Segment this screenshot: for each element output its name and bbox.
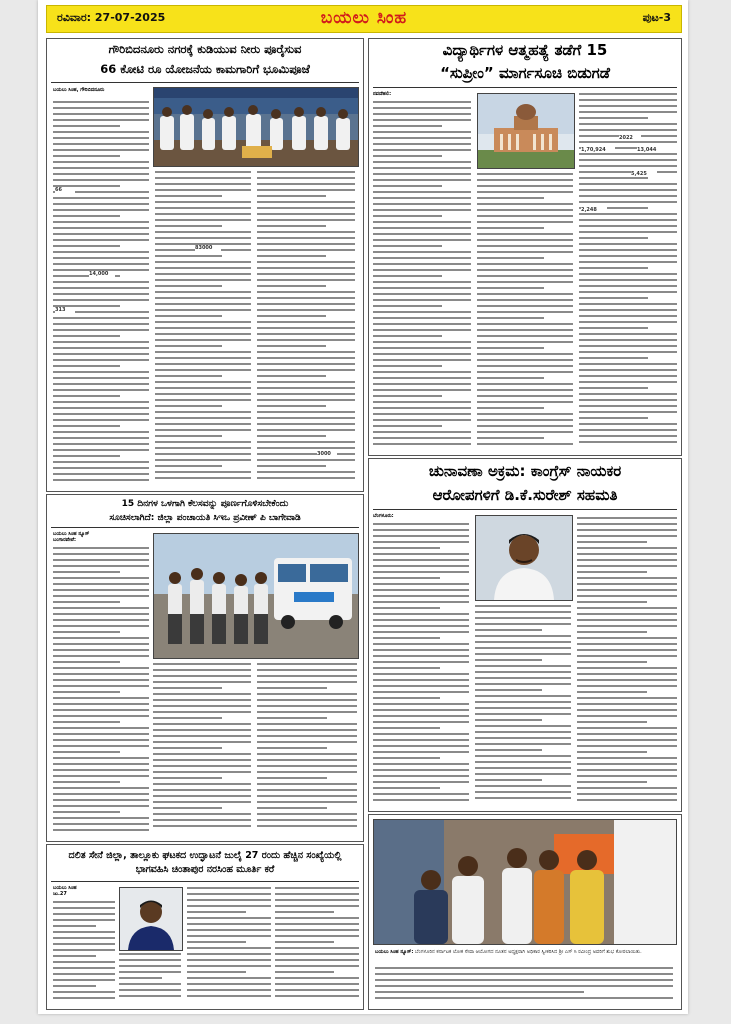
byline-supreme: ನವದೆಹಲಿ:: [373, 91, 392, 97]
byline-congress: ಬೆಂಗಳೂರು:: [373, 513, 394, 519]
masthead-title: ಬಯಲು ಸಿಂಹ: [320, 8, 408, 28]
article-body-column: [153, 663, 251, 835]
headline-supreme-2: “ಸುಪ್ರೀಂ” ಮಾರ್ಗಸೂಚಿ ಬಿಡುಗಡೆ: [440, 64, 610, 82]
narasimha-murthy-photo: [119, 887, 183, 951]
body-amount: 3000: [317, 451, 337, 457]
headline-panchayat-1: 15 ದಿನಗಳ ಒಳಗಾಗಿ ಕೆಲಸವನ್ನು ಪೂರ್ಣಗೊಳಿಸಬೇಕೆಂದು: [121, 499, 289, 509]
body-amount: 313: [55, 307, 75, 313]
article-body-column: [373, 101, 471, 449]
headline-gauribidanur-2: 66 ಕೋಟಿ ರೂ ಯೋಜನೆಯ ಕಾಮಗಾರಿಗೆ ಭೂಮಿಪೂಜೆ: [100, 62, 310, 76]
dk-suresh-photo: [475, 515, 573, 601]
article-supreme-court: [368, 38, 682, 456]
body-stat: 13,044: [637, 147, 665, 153]
masthead: [46, 5, 682, 33]
article-body-column: [155, 171, 251, 485]
dateline-panchayat: ಬಂಗಾರಪೇಟೆ:: [53, 537, 77, 543]
byline-gauribidanur: ಬಯಲು ಸಿಂಹ, ಗೌರಿಬಿದನೂರು: [53, 87, 105, 93]
article-panchayat: [46, 494, 364, 842]
headline-supreme-1: ವಿದ್ಯಾರ್ಥಿಗಳ ಆತ್ಮಹತ್ಯೆ ತಡೆಗೆ 15: [442, 41, 608, 59]
photo-story-kpsc: [368, 814, 682, 1010]
article-body-column: [577, 517, 677, 805]
article-gauribidanur: [46, 38, 364, 492]
newspaper-page: [38, 0, 688, 1014]
body-stat: 2022: [619, 135, 641, 141]
supreme-court-photo: [477, 93, 575, 169]
article-body-column: [53, 101, 149, 485]
article-congress: [368, 458, 682, 812]
body-stat: 2,248: [581, 207, 607, 213]
body-stat: 1,70,924: [581, 147, 615, 153]
kpsc-ceremony-photo: [373, 819, 677, 945]
panchayat-inspection-photo: [153, 533, 359, 659]
article-body-column: [257, 171, 355, 485]
body-amount: 14,000: [89, 271, 115, 277]
article-body-column: [477, 173, 573, 449]
photo-caption-text: ಬೆಂಗಳೂರಿನ ಕರ್ನಾಟಕ ಲೋಕ ಸೇವಾ ಆಯೋಗದ ನೂತನ ಅಧ್ಯಕ್ಷರಾಗಿ ಅಧಿಕಾರ ಸ್ವೀಕರಿಸಿದ ಶ್ರೀ ಎಸ್ ಸಿ ರವೀಂದ್ರ ಅವರಿಗೆ ಶುಭ ಕೋರಲಾಯಿತು.: [414, 949, 642, 955]
byline-panchayat: ಬಯಲು ಸಿಂಹ ನ್ಯೂಸ್: [53, 531, 90, 537]
headline-panchayat-2: ಸೂಚಿಸಲಾಗಿದೆ: ಜಿಲ್ಲಾ ಪಂಚಾಯತಿ ಸಿಇಒ ಪ್ರವೀಣ್ ಪಿ ಬಾಗೇವಾಡಿ: [109, 513, 301, 523]
headline-gauribidanur-1: ಗೌರಿಬಿದನೂರು ನಗರಕ್ಕೆ ಕುಡಿಯುವ ನೀರು ಪೂರೈಸುವ: [108, 42, 302, 56]
divider: [51, 881, 359, 882]
article-body-column: [257, 663, 357, 835]
body-stat: 5,425: [631, 171, 657, 177]
dateline-dalit: ಜು.27: [53, 891, 67, 897]
divider: [373, 87, 677, 88]
article-body-column: [53, 901, 115, 1005]
article-body-column: [119, 953, 181, 1005]
headline-congress-2: ಆರೋಪಗಳಿಗೆ ಡಿ.ಕೆ.ಸುರೇಶ್ ಸಹಮತಿ: [432, 486, 618, 504]
caption-body-lines: [375, 967, 673, 1005]
divider: [51, 82, 359, 83]
body-amount: 66: [55, 187, 75, 193]
article-body-column: [475, 605, 571, 805]
article-body-column: [373, 523, 469, 805]
headline-dalit: ದಲಿತ ಸೇನೆ ಜಿಲ್ಲಾ, ತಾಲ್ಲೂಕು ಘಟಕದ ಉದ್ಘಾಟನೆ ಜುಲೈ 27 ರಂದು ಹೆಚ್ಚಿನ ಸಂಖ್ಯೆಯಲ್ಲಿ ಭಾಗವಹಿಸಿ ಚಿಂತಾಪುರ ನರಸಿಂಹ ಮೂರ್ತಿ ಕರೆ: [68, 850, 342, 875]
byline-dalit: ಬಯಲು ಸಿಂಹ: [53, 885, 77, 891]
masthead-page-number: ಪುಟ-3: [642, 11, 671, 24]
divider: [51, 527, 359, 528]
article-body-column: [187, 887, 271, 1005]
byline-photo-story: ಬಯಲು ಸಿಂಹ ನ್ಯೂಸ್:: [375, 949, 414, 955]
article-photo-bhoomipooja: [153, 87, 359, 167]
body-amount: 83000: [195, 245, 221, 251]
article-body-column: [275, 887, 359, 1005]
article-body-column: [53, 547, 149, 835]
divider: [373, 509, 677, 510]
article-dalit-sene: [46, 844, 364, 1010]
masthead-date: ರವಿವಾರ: 27-07-2025: [57, 11, 166, 24]
headline-congress-1: ಚುನಾವಣಾ ಅಕ್ರಮ: ಕಾಂಗ್ರೆಸ್ ನಾಯಕರ: [428, 462, 622, 480]
